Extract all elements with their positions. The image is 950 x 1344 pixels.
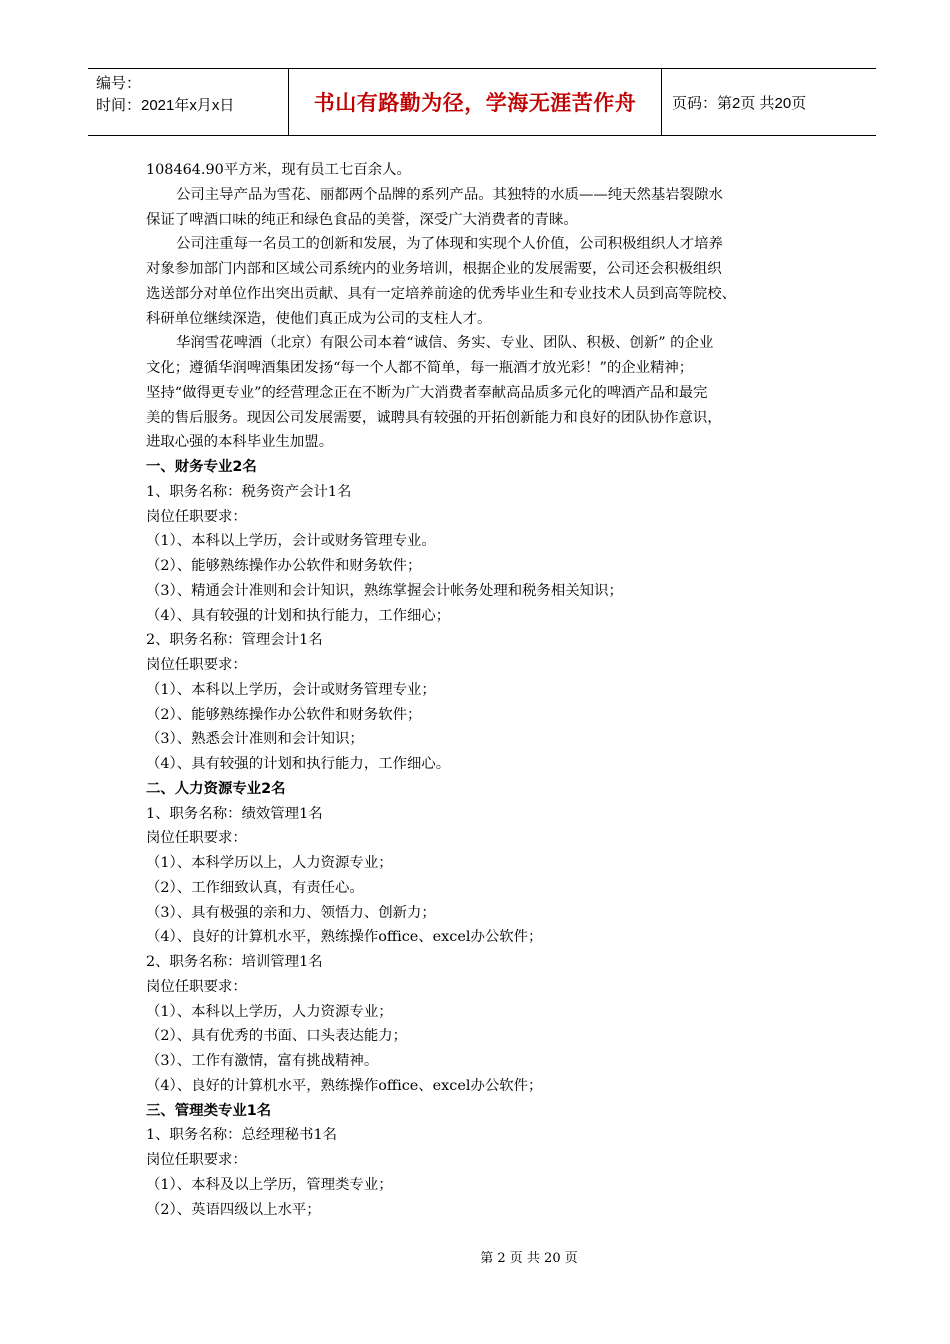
text-line: （1）、本科及以上学历，管理类专业； <box>146 1176 393 1193</box>
section-heading: 一、财务专业2名 <box>146 459 257 475</box>
text-line: （2）、能够熟练操作办公软件和财务软件； <box>146 558 422 574</box>
footer-page-number: 第 2 页 共 20 页 <box>480 1251 578 1266</box>
header-page-cell <box>662 69 876 135</box>
text-line: 公司注重每一名员工的创新和发展，为了体现和实现个人价值，公司积极组织人才培养 <box>176 236 723 253</box>
header-meta <box>88 69 288 135</box>
text-line: （2）、能够熟练操作办公软件和财务软件； <box>146 706 422 723</box>
section-heading: 三、管理类专业1名 <box>146 1102 272 1119</box>
header-motto: 书山有路勤为径，学海无涯苦作舟 <box>313 91 637 115</box>
text-line: 1、职务名称：税务资产会计1名 <box>146 483 352 500</box>
header-motto-cell <box>288 69 662 135</box>
document-number-label: 编号： <box>96 75 142 92</box>
header-page-number: 页码：第2页 共20页 <box>672 94 807 112</box>
page-footer <box>0 1247 950 1266</box>
text-line: （1）、本科学历以上，人力资源专业； <box>146 855 393 871</box>
text-line: 保证了啤酒口味的纯正和绿色食品的美誉，深受广大消费者的青睐。 <box>146 211 578 228</box>
text-line: （2）、英语四级以上水平； <box>146 1201 321 1218</box>
text-line: 美的售后服务。现因公司发展需要，诚聘具有较强的开拓创新能力和良好的团队协作意识， <box>146 409 722 426</box>
text-line: （3）、工作有激情，富有挑战精神。 <box>146 1053 379 1069</box>
text-line: 1、职务名称：总经理秘书1名 <box>146 1127 337 1144</box>
text-line: 对象参加部门内部和区域公司系统内的业务培训，根据企业的发展需要，公司还会积极组织 <box>146 261 722 277</box>
text-line: 108464.90平方米，现有员工七百余人。 <box>146 162 411 178</box>
text-line: 岗位任职要求： <box>146 657 247 673</box>
text-line: （2）、具有优秀的书面、口头表达能力； <box>146 1028 407 1045</box>
text-line: 岗位任职要求： <box>146 978 247 995</box>
text-line: （3）、熟悉会计准则和会计知识； <box>146 731 364 748</box>
text-line: 坚持“做得更专业”的经营理念正在不断为广大消费者奉献高品质多元化的啤酒产品和最完 <box>146 384 708 401</box>
text-line: （4）、良好的计算机水平，熟练操作office、excel办公软件； <box>146 1077 543 1094</box>
text-line: 岗位任职要求： <box>146 508 247 525</box>
text-line: 2、职务名称：管理会计1名 <box>146 632 323 649</box>
text-line: （1）、本科以上学历，会计或财务管理专业； <box>146 681 436 698</box>
text-line: （2）、工作细致认真，有责任心。 <box>146 879 364 896</box>
text-line: 1、职务名称：绩效管理1名 <box>146 805 323 822</box>
text-line: 2、职务名称：培训管理1名 <box>146 954 323 970</box>
document-body <box>146 158 836 1222</box>
document-time-label: 时间：2021年x月x日 <box>96 97 235 114</box>
text-line: 岗位任职要求： <box>146 830 247 847</box>
text-line: 华润雪花啤酒（北京）有限公司本着“诚信、务实、专业、团队、积极、创新” 的企业 <box>176 335 714 352</box>
page-header <box>88 68 876 136</box>
section-heading: 二、人力资源专业2名 <box>146 780 286 797</box>
text-line: （4）、良好的计算机水平，熟练操作office、excel办公软件； <box>146 929 543 946</box>
text-line: 进取心强的本科毕业生加盟。 <box>146 434 334 451</box>
text-line: 科研单位继续深造，使他们真正成为公司的支柱人才。 <box>146 310 492 327</box>
text-line: （1）、本科以上学历，人力资源专业； <box>146 1003 393 1020</box>
text-line: （3）、具有极强的亲和力、领悟力、创新力； <box>146 904 436 921</box>
text-line: 岗位任职要求： <box>146 1152 247 1168</box>
text-line: 选送部分对单位作出突出贡献、具有一定培养前途的优秀毕业生和专业技术人员到高等院校、 <box>146 285 737 302</box>
text-line: （4）、具有较强的计划和执行能力，工作细心； <box>146 607 451 624</box>
text-line: 文化；遵循华润啤酒集团发扬“每一个人都不简单，每一瓶酒才放光彩！”的企业精神； <box>146 360 694 376</box>
text-line: 公司主导产品为雪花、丽都两个品牌的系列产品。其独特的水质——纯天然基岩裂隙水 <box>176 186 723 203</box>
text-line: （1）、本科以上学历，会计或财务管理专业。 <box>146 533 436 550</box>
text-line: （4）、具有较强的计划和执行能力，工作细心。 <box>146 756 451 772</box>
text-line: （3）、精通会计准则和会计知识，熟练掌握会计帐务处理和税务相关知识； <box>146 582 623 599</box>
